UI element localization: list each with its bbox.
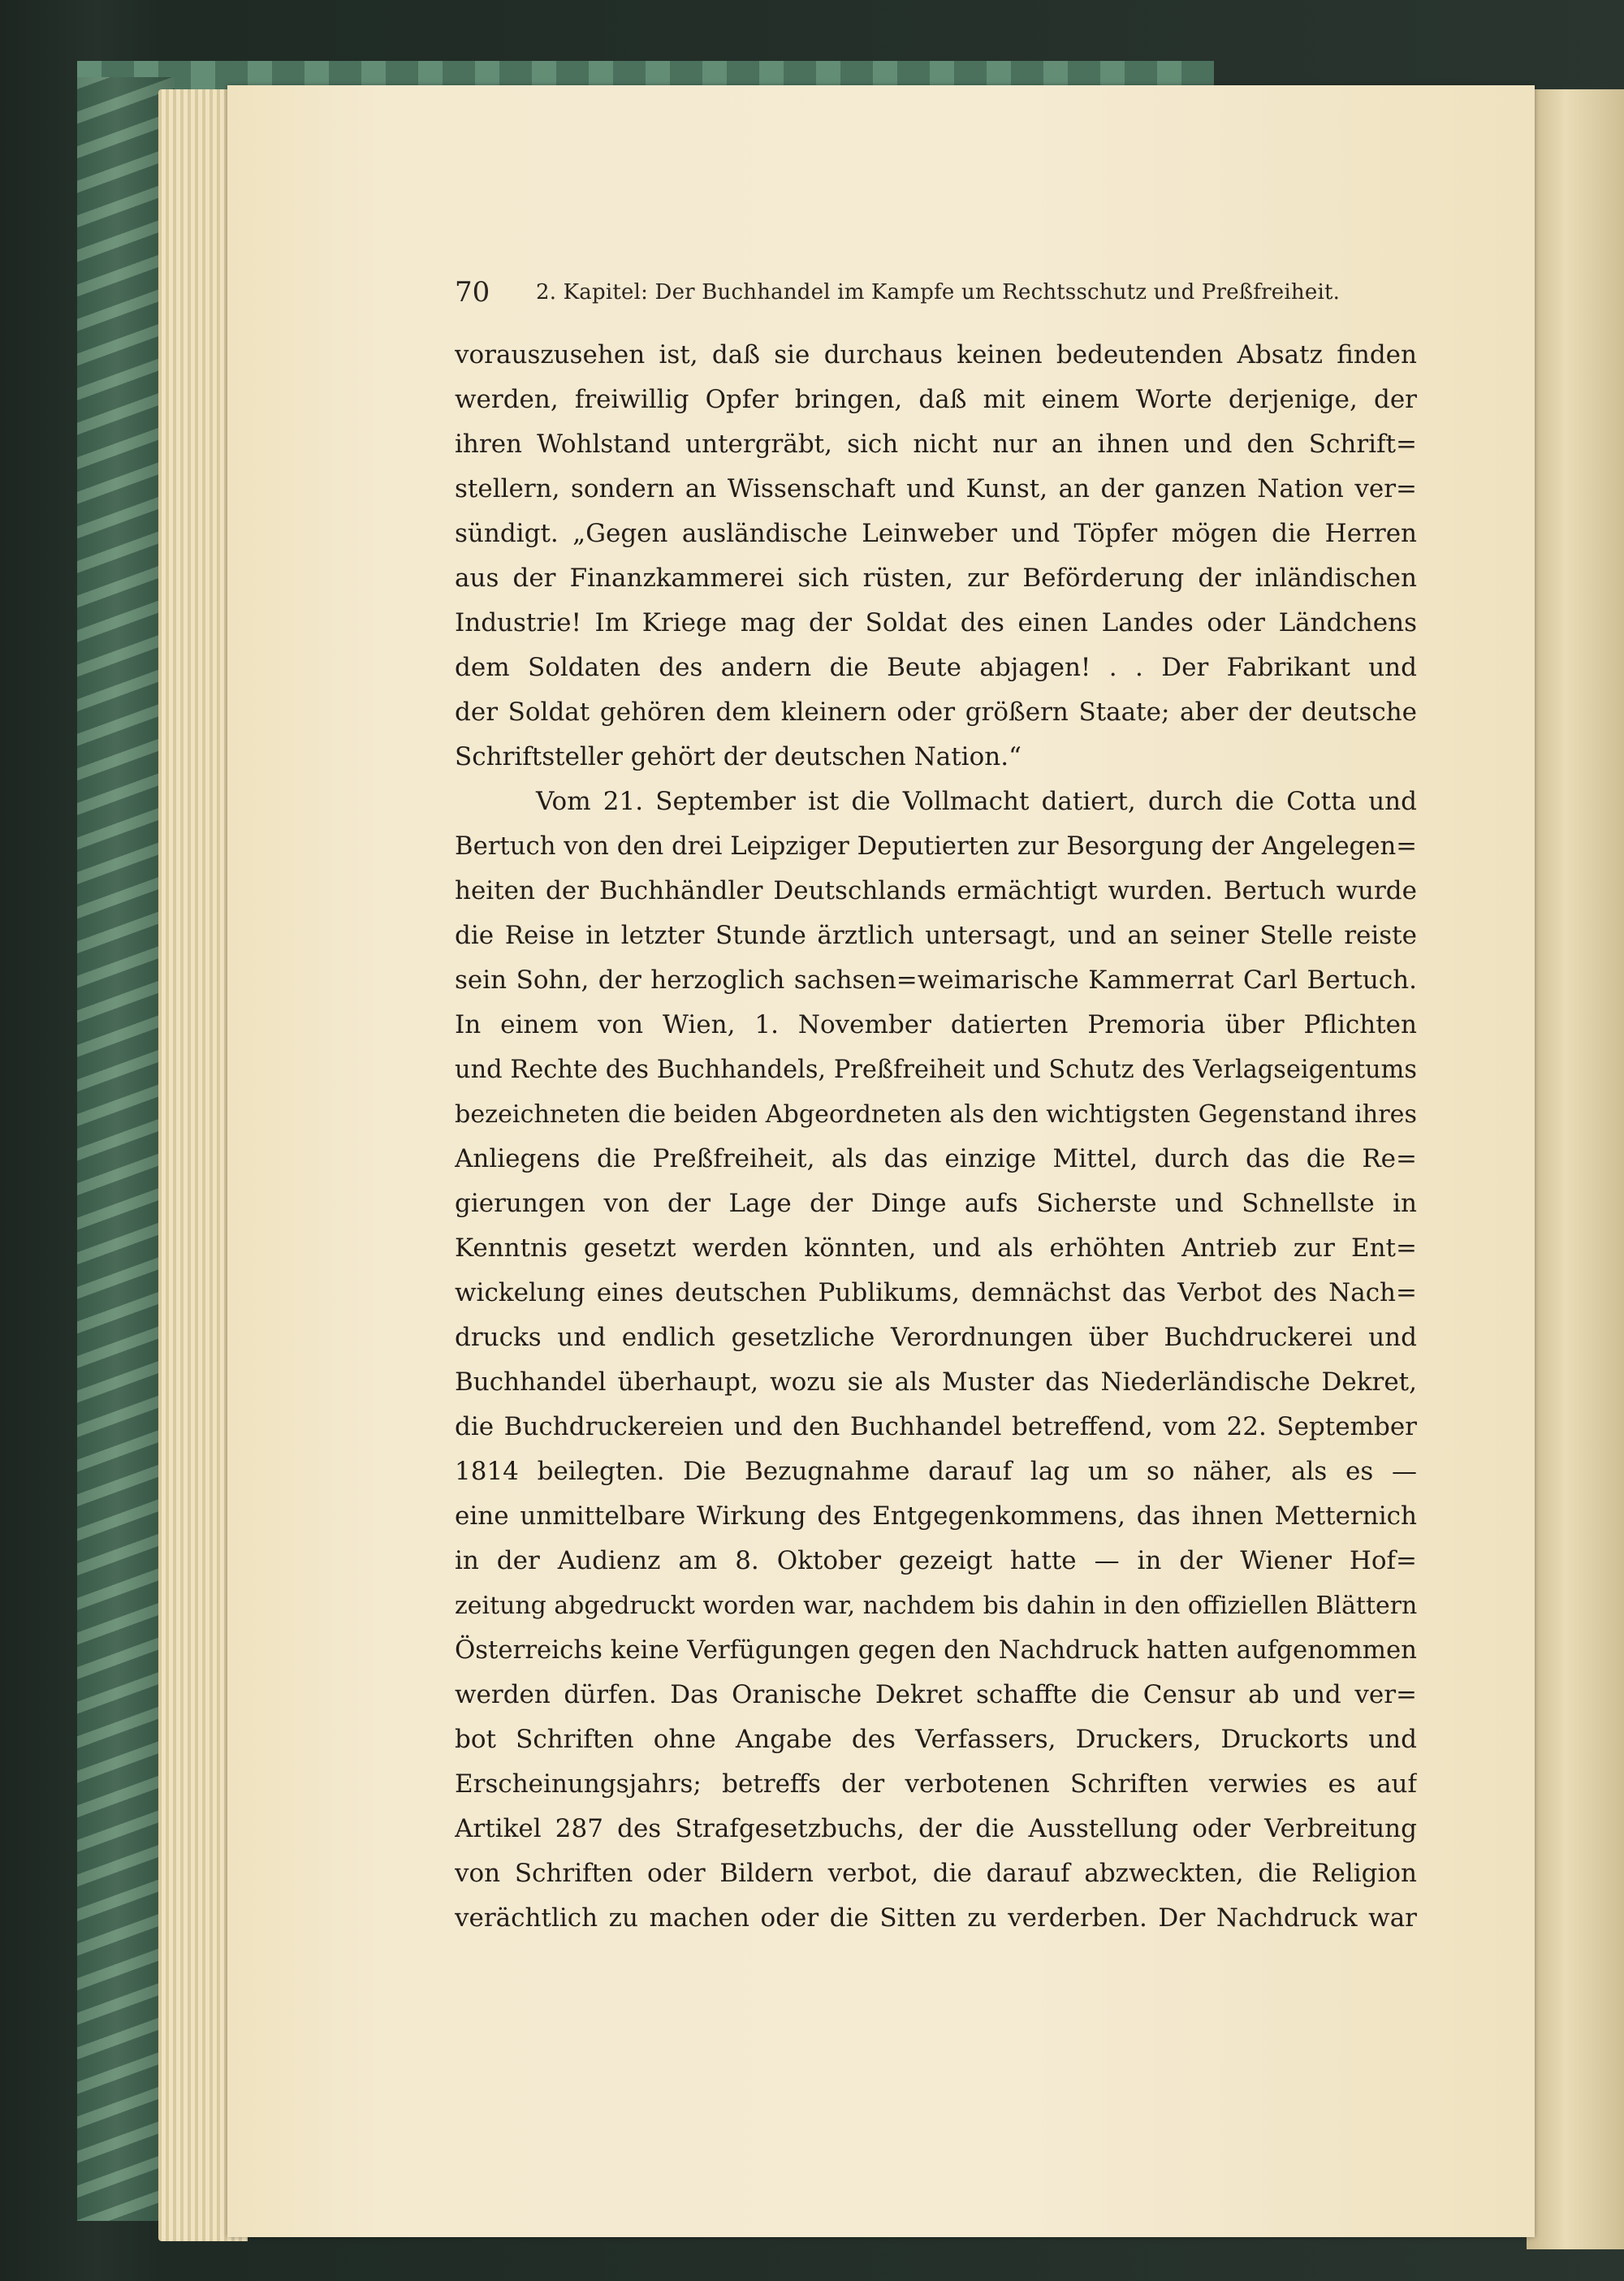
text-line: die Buchdruckereien und den Buchhandel betreffend, vom 22. September	[455, 1412, 1417, 1441]
text-line: aus der Finanzkammerei sich rüsten, zur Beförderung der inländischen	[455, 564, 1417, 593]
text-line: Buchhandel überhaupt, wozu sie als Muster das Niederländische Dekret,	[455, 1367, 1417, 1397]
text-line: verächtlich zu machen oder die Sitten zu verderben. Der Nachdruck war	[455, 1903, 1417, 1933]
text-line: vorauszusehen ist, daß sie durchaus keinen bedeutenden Absatz finden	[455, 340, 1417, 369]
page-number: 70	[455, 276, 490, 309]
text-line: Österreichs keine Verfügungen gegen den Nachdruck hatten aufgenommen	[455, 1635, 1417, 1665]
running-head: 2. Kapitel: Der Buchhandel im Kampfe um Rechtsschutz und Preßfreiheit.	[536, 280, 1341, 305]
text-line: Kenntnis gesetzt werden könnten, und als erhöhten Antrieb zur Ent=	[455, 1233, 1417, 1263]
text-line: bezeichneten die beiden Abgeordneten als den wichtigsten Gegenstand ihres	[455, 1100, 1417, 1129]
text-line: die Reise in letzter Stunde ärztlich untersagt, und an seiner Stelle reiste	[455, 921, 1417, 950]
text-line: 1814 beilegten. Die Bezugnahme darauf lag um so näher, als es —	[455, 1457, 1417, 1486]
text-line: von Schriften oder Bildern verbot, die darauf abzweckten, die Religion	[455, 1859, 1417, 1888]
text-line: und Rechte des Buchhandels, Preßfreiheit und Schutz des Verlagseigentums	[455, 1056, 1417, 1084]
text-line: in der Audienz am 8. Oktober gezeigt hatte — in der Wiener Hof=	[455, 1546, 1417, 1575]
text-line: eine unmittelbare Wirkung des Entgegenkommens, das ihnen Metternich	[455, 1501, 1417, 1531]
text-line: sündigt. „Gegen ausländische Leinweber und Töpfer mögen die Herren	[455, 519, 1417, 548]
text-line: sein Sohn, der herzoglich sachsen=weimarische Kammerrat Carl Bertuch.	[455, 966, 1417, 995]
body-text	[455, 333, 1417, 1941]
text-line: In einem von Wien, 1. November datierten Premoria über Pflichten	[455, 1010, 1417, 1039]
text-line: der Soldat gehören dem kleinern oder größern Staate; aber der deutsche	[455, 698, 1417, 727]
text-line: Bertuch von den drei Leipziger Deputierten zur Besorgung der Angelegen=	[455, 832, 1417, 861]
text-line: gierungen von der Lage der Dinge aufs Sicherste und Schnellste in	[455, 1189, 1417, 1218]
page-stack-right	[1527, 89, 1624, 2249]
text-line: ihren Wohlstand untergräbt, sich nicht nur an ihnen und den Schrift=	[455, 430, 1417, 459]
text-line: Vom 21. September ist die Vollmacht datiert, durch die Cotta und	[536, 787, 1417, 816]
text-line: stellern, sondern an Wissenschaft und Kunst, an der ganzen Nation ver=	[455, 474, 1417, 503]
text-line: heiten der Buchhändler Deutschlands ermächtigt wurden. Bertuch wurde	[455, 876, 1417, 905]
text-line: Anliegens die Preßfreiheit, als das einzige Mittel, durch das die Re=	[455, 1144, 1417, 1173]
text-line: werden, freiwillig Opfer bringen, daß mit einem Worte derjenige, der	[455, 385, 1417, 414]
text-line: dem Soldaten des andern die Beute abjagen! . . Der Fabrikant und	[455, 653, 1417, 682]
page-header	[455, 273, 1389, 312]
text-line: Artikel 287 des Strafgesetzbuchs, der die Ausstellung oder Verbreitung	[455, 1814, 1417, 1843]
text-line: drucks und endlich gesetzliche Verordnungen über Buchdruckerei und	[455, 1323, 1417, 1352]
text-line: wickelung eines deutschen Publikums, demnächst das Verbot des Nach=	[455, 1278, 1417, 1307]
text-line: Industrie! Im Kriege mag der Soldat des einen Landes oder Ländchens	[455, 608, 1417, 637]
text-line: werden dürfen. Das Oranische Dekret schaffte die Censur ab und ver=	[455, 1680, 1417, 1709]
text-line: Schriftsteller gehört der deutschen Nation.“	[455, 742, 1021, 771]
text-line: zeitung abgedruckt worden war, nachdem bis dahin in den offiziellen Blättern	[455, 1592, 1417, 1620]
text-line: bot Schriften ohne Angabe des Verfassers, Druckers, Druckorts und	[455, 1725, 1417, 1754]
text-line: Erscheinungsjahrs; betreffs der verbotenen Schriften verwies es auf	[455, 1769, 1417, 1799]
